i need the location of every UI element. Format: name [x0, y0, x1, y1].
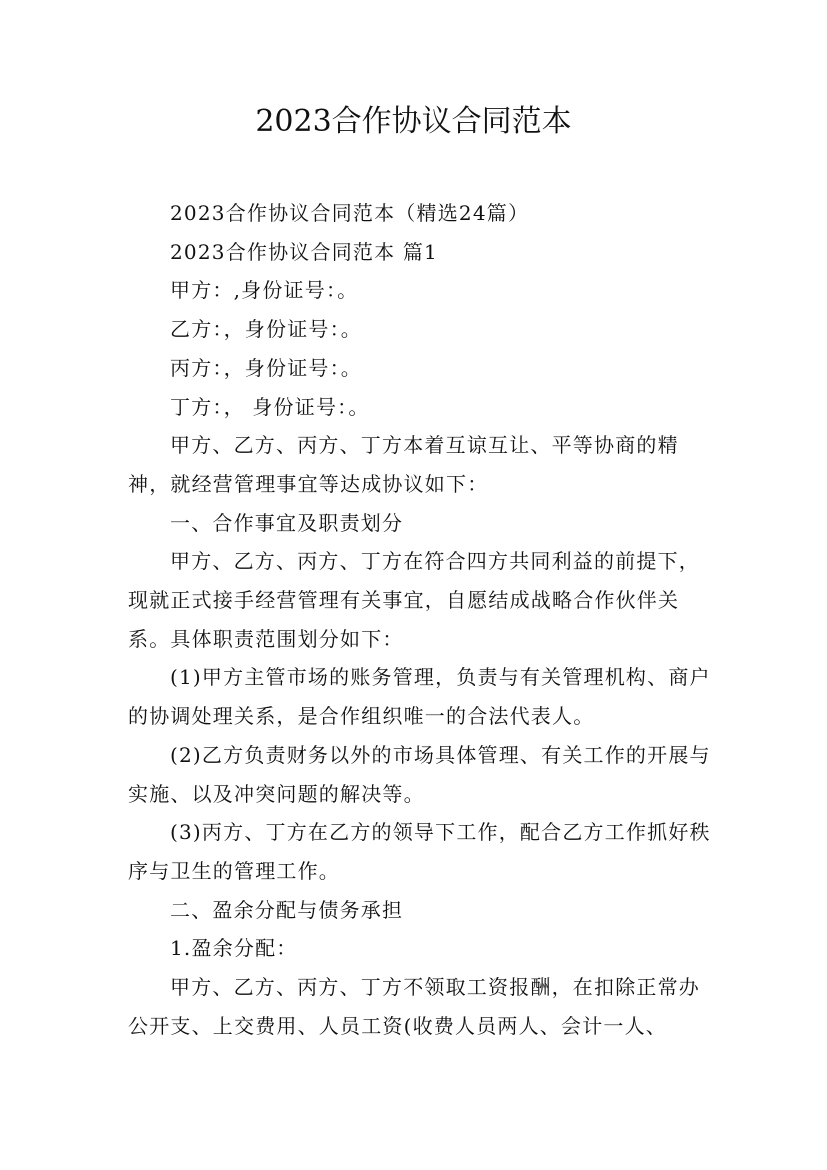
document-title: 2023合作协议合同范本	[255, 104, 572, 139]
paragraph-party-c: 丙方：，身份证号：。	[170, 355, 362, 380]
paragraph-preamble: 甲方、乙方、丙方、丁方本着互谅互让、平等协商的精神，就经营管理事宜等达成协议如下：	[128, 433, 679, 496]
paragraph-cooperation: 甲方、乙方、丙方、丁方在符合四方共同利益的前提下，现就正式接手经营管理有关事宜，自愿结成战略合作伙伴关系。具体职责范围划分如下：	[128, 549, 700, 651]
paragraph-party-b: 乙方：，身份证号：。	[170, 317, 362, 342]
paragraph-subtitle: 2023合作协议合同范本（精选24篇）	[170, 201, 530, 225]
paragraph-party-d: 丁方：， 身份证号：。	[170, 394, 370, 419]
paragraph-duty-3: (3)丙方、丁方在乙方的领导下工作，配合乙方工作抓好秩序与卫生的管理工作。	[128, 820, 711, 883]
paragraph-surplus: 1.盈余分配：	[170, 936, 298, 961]
paragraph-surplus-detail: 甲方、乙方、丙方、丁方不领取工资报酬，在扣除正常办公开支、上交费用、人员工资(收费人员两人、会计一人、	[128, 975, 700, 1038]
paragraph-duty-1: (1)甲方主管市场的账务管理，负责与有关管理机构、商户的协调处理关系，是合作组织唯一的合法代表人。	[128, 665, 711, 729]
paragraph-duty-2: (2)乙方负责财务以外的市场具体管理、有关工作的开展与实施、以及冲突问题的解决等。	[128, 742, 711, 806]
paragraph-section-1: 一、合作事宜及职责划分	[170, 510, 404, 535]
paragraph-heading: 2023合作协议合同范本 篇1	[170, 239, 438, 264]
paragraph-section-2: 二、盈余分配与债务承担	[170, 897, 404, 922]
document-body	[128, 194, 714, 1045]
paragraph-party-a: 甲方：,身份证号：。	[170, 278, 359, 303]
